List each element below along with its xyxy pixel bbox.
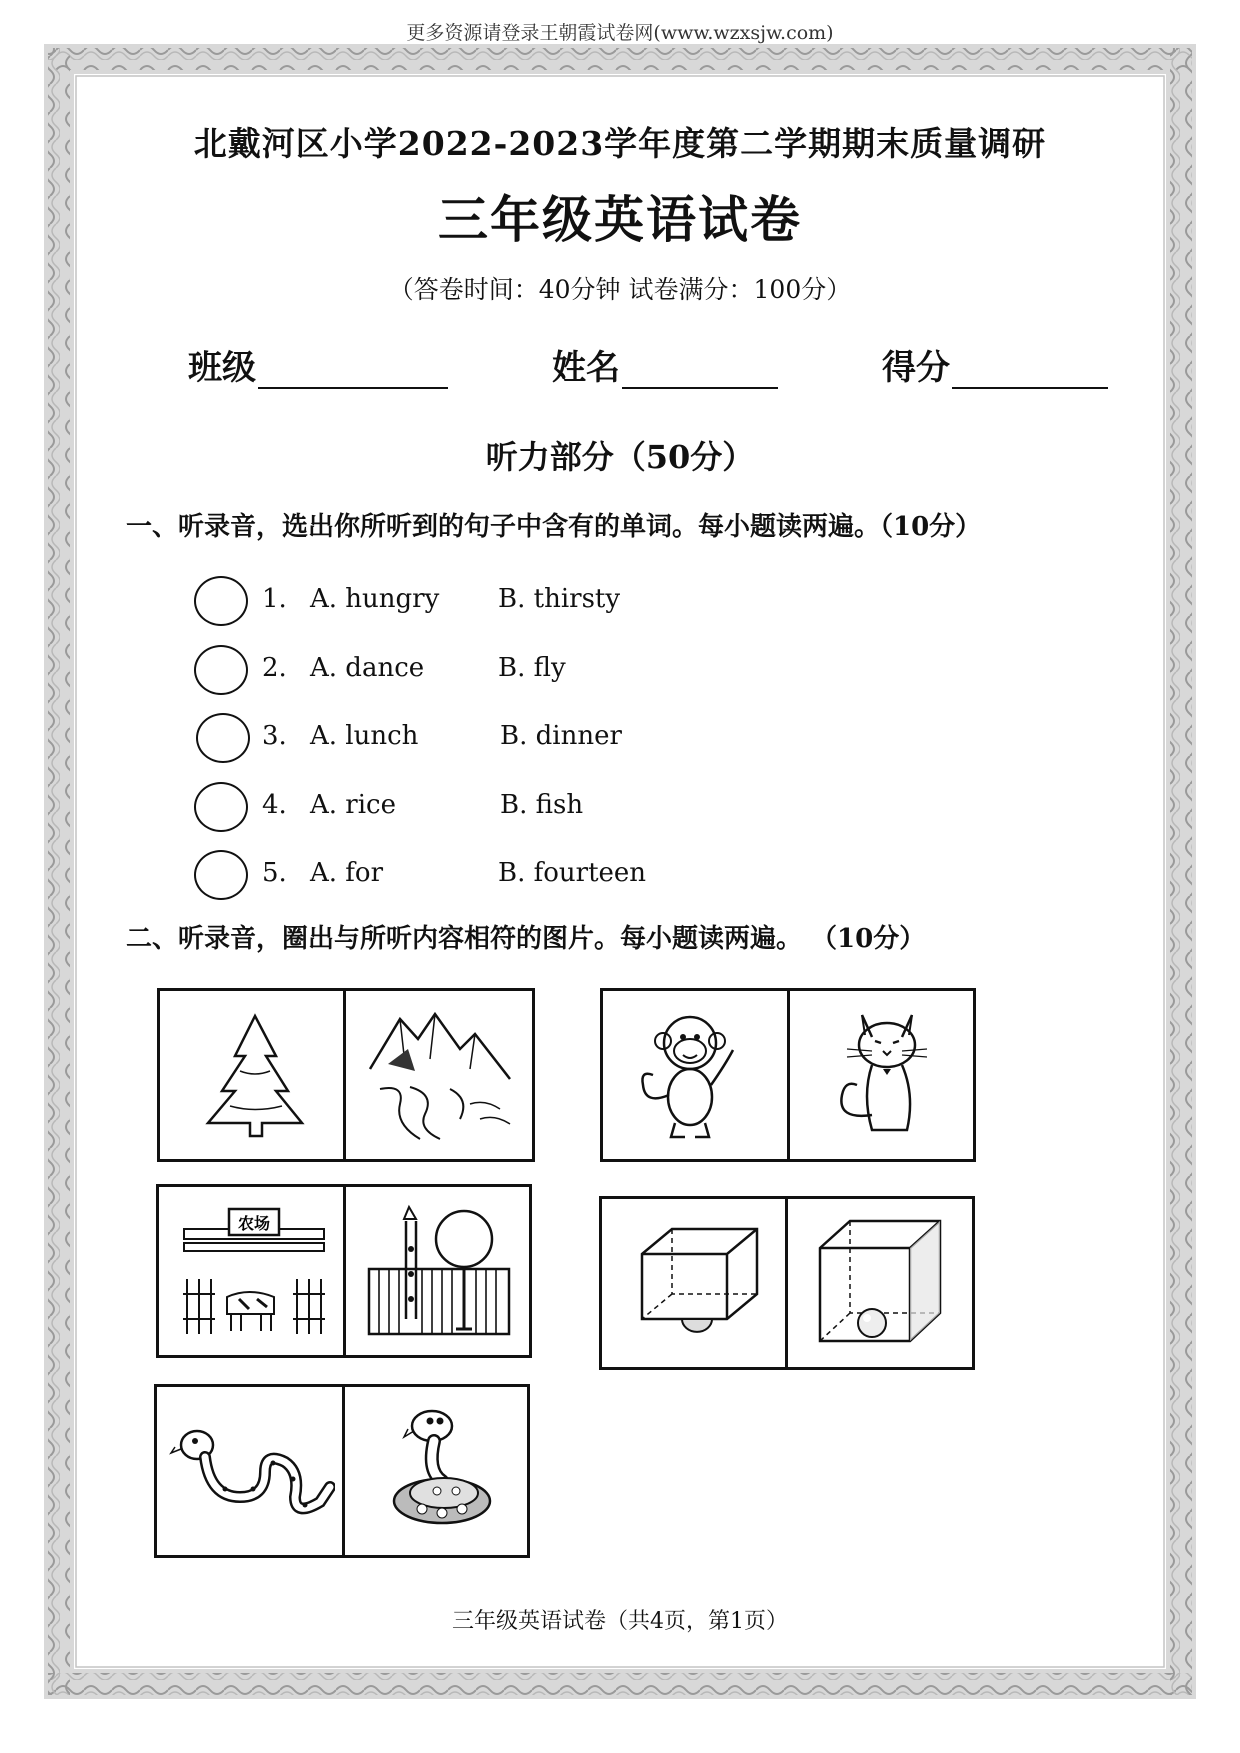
page-footer: 三年级英语试卷（共4页，第1页） <box>452 1609 788 1634</box>
snake-coiled-icon[interactable] <box>382 1401 502 1541</box>
ball-under-box-icon[interactable] <box>627 1219 767 1349</box>
question-number: 3. <box>262 721 287 751</box>
score-label: 得分 <box>882 348 950 388</box>
class-label: 班级 <box>188 348 256 388</box>
answer-circle[interactable] <box>194 782 248 832</box>
option-a: A. hungry <box>310 584 440 614</box>
picture-pair-1 <box>157 988 535 1162</box>
option-b: B. thirsty <box>498 584 621 614</box>
class-blank[interactable] <box>258 353 448 389</box>
tree-icon[interactable] <box>200 1011 310 1141</box>
snake-crawling-icon[interactable] <box>165 1417 335 1527</box>
zoo-icon[interactable] <box>364 1199 514 1344</box>
exam-subtitle: （答卷时间：40分钟 试卷满分：100分） <box>388 275 852 304</box>
name-field <box>552 340 778 389</box>
picture-pair-5 <box>154 1384 530 1558</box>
class-field <box>188 340 448 389</box>
exam-title-line2: 三年级英语试卷 <box>438 190 802 249</box>
monkey-icon[interactable] <box>625 1005 765 1145</box>
source-watermark-line: 更多资源请登录王朝霞试卷网(www.wzxsjw.com) <box>406 22 834 44</box>
listening-part-title: 听力部分（50分） <box>485 438 755 476</box>
option-b: B. dinner <box>500 721 622 751</box>
exam-title-line1: 北戴河区小学2022-2023学年度第二学期期末质量调研 <box>193 124 1047 163</box>
option-b: B. fourteen <box>498 858 647 888</box>
farm-icon[interactable] <box>179 1199 329 1344</box>
question-number: 4. <box>262 790 287 820</box>
option-a: A. dance <box>310 653 425 683</box>
score-field <box>882 340 1108 389</box>
answer-circle[interactable] <box>194 850 248 900</box>
farm-sign-text: 农场 <box>237 1214 271 1233</box>
section2-heading: 二、听录音，圈出与所听内容相符的图片。每小题读两遍。 （10分） <box>126 924 926 954</box>
name-label: 姓名 <box>552 348 620 388</box>
option-a: A. lunch <box>310 721 419 751</box>
picture-pair-3 <box>156 1184 532 1358</box>
answer-circle[interactable] <box>194 645 248 695</box>
question-number: 5. <box>262 858 287 888</box>
mountain-river-icon[interactable] <box>360 1009 520 1144</box>
picture-pair-4 <box>599 1196 975 1370</box>
answer-circle[interactable] <box>196 713 250 763</box>
option-a: A. rice <box>310 790 396 820</box>
option-b: B. fly <box>498 653 566 683</box>
answer-circle[interactable] <box>194 576 248 626</box>
score-blank[interactable] <box>952 353 1108 389</box>
cat-icon[interactable] <box>817 1005 957 1145</box>
section1-heading: 一、听录音，选出你所听到的句子中含有的单词。每小题读两遍。（10分） <box>126 512 982 542</box>
name-blank[interactable] <box>622 353 778 389</box>
option-b: B. fish <box>500 790 584 820</box>
option-a: A. for <box>310 858 384 888</box>
question-number: 1. <box>262 584 287 614</box>
question-number: 2. <box>262 653 287 683</box>
ball-in-box-icon[interactable] <box>810 1213 960 1353</box>
picture-pair-2 <box>600 988 976 1162</box>
